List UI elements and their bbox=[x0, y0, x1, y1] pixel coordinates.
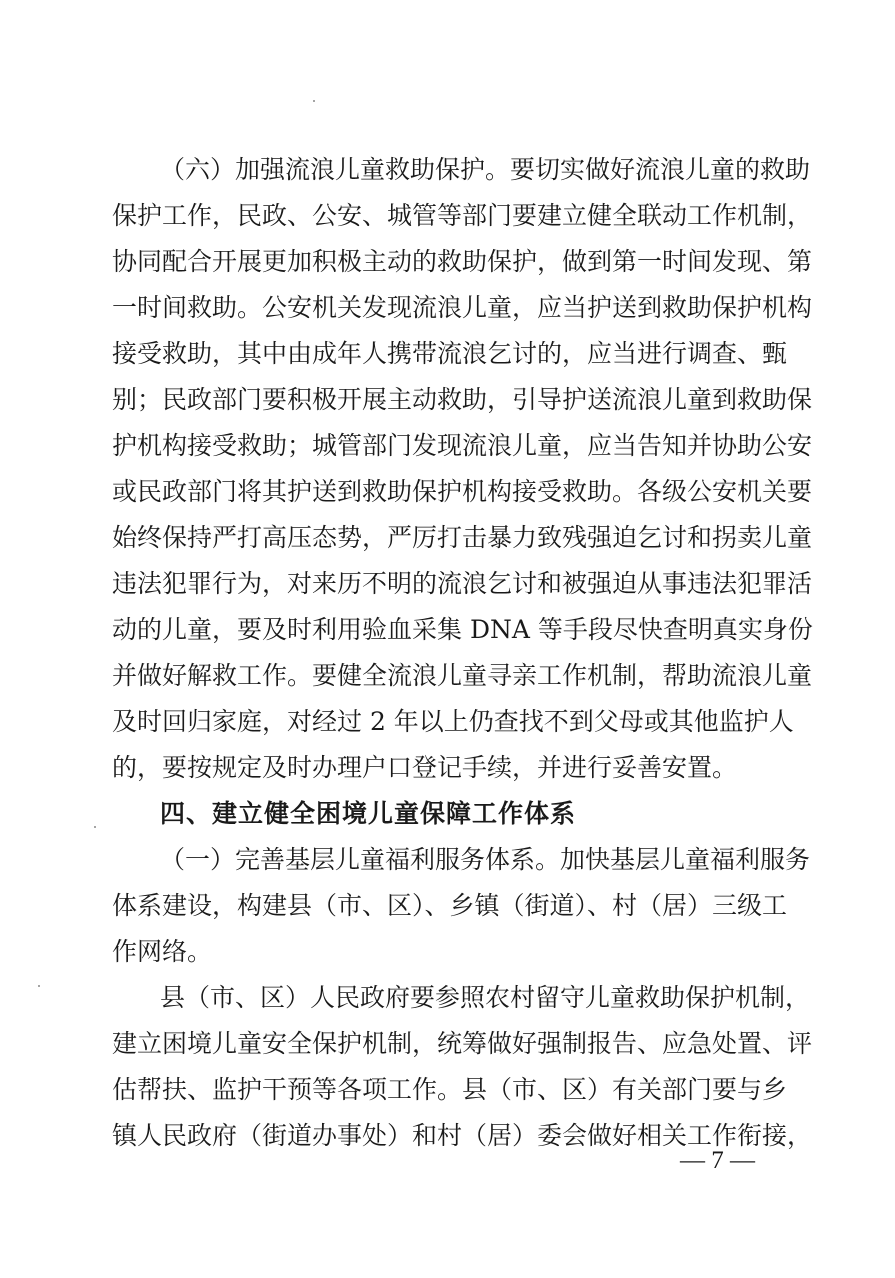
paragraph-line: 的，要按规定及时办理户口登记手续，并进行妥善安置。 bbox=[112, 753, 738, 782]
paragraph-line: 体系建设，构建县（市、区）、乡镇（街道）、村（居）三级工 bbox=[112, 891, 788, 920]
paragraph-line: 违法犯罪行为，对来历不明的流浪乞讨和被强迫从事违法犯罪活 bbox=[112, 569, 813, 598]
paragraph-line: 及时回归家庭，对经过 2 年以上仍查找不到父母或其他监护人 bbox=[112, 707, 794, 736]
paragraph-line: 始终保持严打高压态势，严厉打击暴力致残强迫乞讨和拐卖儿童 bbox=[112, 523, 813, 552]
paragraph-line: 县（市、区）人民政府要参照农村留守儿童救助保护机制， bbox=[160, 983, 811, 1012]
paragraph-line: 并做好解救工作。要健全流浪儿童寻亲工作机制，帮助流浪儿童 bbox=[112, 661, 813, 690]
paragraph-line: 建立困境儿童安全保护机制，统筹做好强制报告、应急处置、评 bbox=[112, 1029, 813, 1058]
paragraph-line: 作网络。 bbox=[112, 937, 213, 966]
paragraph-line: 或民政部门将其护送到救助保护机构接受救助。各级公安机关要 bbox=[112, 477, 813, 506]
page-number: — 7 — bbox=[680, 1147, 755, 1174]
paragraph-line: 别；民政部门要积极开展主动救助，引导护送流浪儿童到救助保 bbox=[112, 385, 813, 414]
paragraph-line: （一）完善基层儿童福利服务体系。加快基层儿童福利服务 bbox=[160, 845, 811, 874]
paragraph-line: （六）加强流浪儿童救助保护。要切实做好流浪儿童的救助 bbox=[160, 155, 811, 184]
scan-speck bbox=[313, 100, 315, 102]
paragraph-line: 一时间救助。公安机关发现流浪儿童，应当护送到救助保护机构 bbox=[112, 293, 813, 322]
paragraph-line: 镇人民政府（街道办事处）和村（居）委会做好相关工作衔接， bbox=[112, 1121, 813, 1150]
paragraph-line: 护机构接受救助；城管部门发现流浪儿童，应当告知并协助公安 bbox=[112, 431, 813, 460]
paragraph-line: 动的儿童，要及时利用验血采集 DNA 等手段尽快查明真实身份 bbox=[112, 615, 813, 644]
paragraph-line: 协同配合开展更加积极主动的救助保护，做到第一时间发现、第 bbox=[112, 247, 813, 276]
scan-speck bbox=[38, 985, 40, 987]
paragraph-line: 接受救助，其中由成年人携带流浪乞讨的，应当进行调查、甄 bbox=[112, 339, 788, 368]
paragraph-line: 保护工作，民政、公安、城管等部门要建立健全联动工作机制， bbox=[112, 201, 813, 230]
paragraph-line: 估帮扶、监护干预等各项工作。县（市、区）有关部门要与乡 bbox=[112, 1075, 788, 1104]
section-heading: 四、建立健全困境儿童保障工作体系 bbox=[160, 799, 577, 828]
scan-speck bbox=[94, 826, 96, 828]
